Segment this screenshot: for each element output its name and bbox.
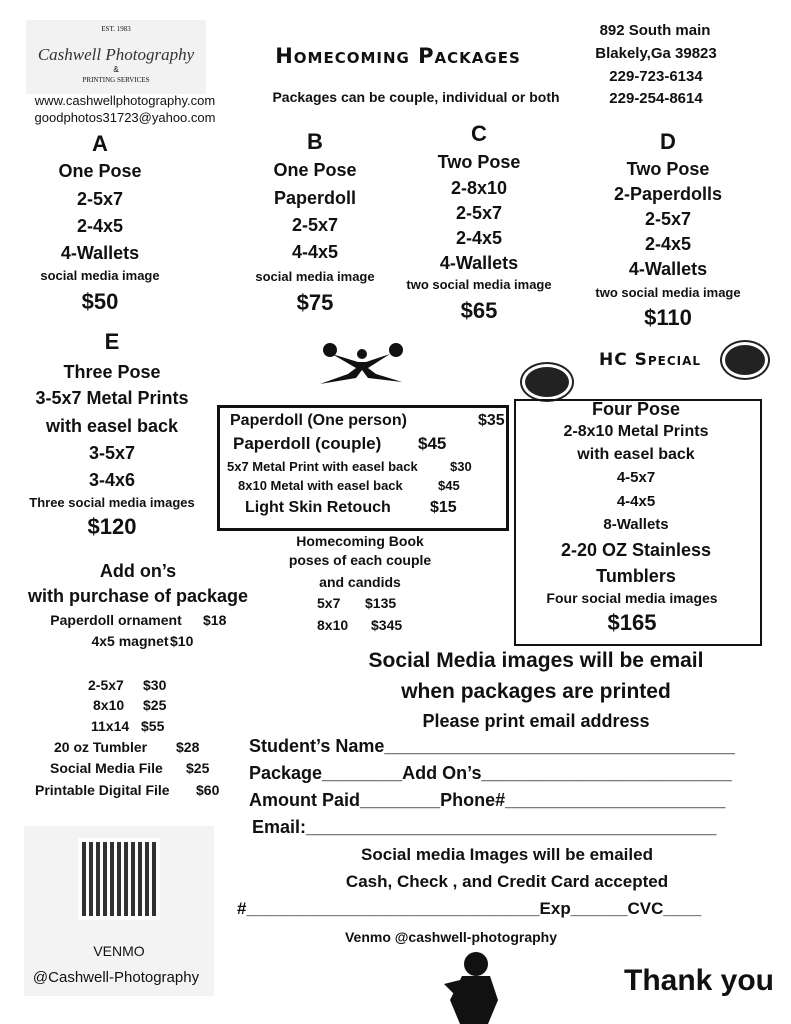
extra-item-label: Paperdoll (One person) <box>230 412 407 429</box>
extra-item-label: 8x10 Metal with easel back <box>238 478 403 493</box>
addon-price: $10 <box>170 633 194 649</box>
hc-special-price: $165 <box>607 610 657 635</box>
package-a-letter: A <box>92 131 108 156</box>
print-price: $55 <box>141 718 165 734</box>
package-e-item: Three Pose <box>63 362 161 382</box>
print-label: Social Media File <box>50 760 163 776</box>
package-b-letter: B <box>307 129 323 154</box>
homecoming-book-line: poses of each couple <box>288 552 432 568</box>
football-icon <box>722 342 768 378</box>
extra-item-label: Light Skin Retouch <box>245 499 391 516</box>
package-a-item: 4-Wallets <box>60 243 140 263</box>
package-e-letter: E <box>104 329 120 354</box>
homecoming-book-line: Homecoming Book <box>296 533 424 549</box>
package-e-social: Three social media images <box>29 495 195 510</box>
extra-item-price: $30 <box>450 459 472 474</box>
package-b-social: social media image <box>255 269 375 284</box>
print-label: 8x10 <box>93 697 125 713</box>
package-d-price: $110 <box>644 305 692 330</box>
package-e-price: $120 <box>87 514 137 539</box>
package-e-item: 3-5x7 Metal Prints <box>35 388 189 408</box>
hc-special-item: Tumblers <box>596 566 676 586</box>
hc-special-social: Four social media images <box>546 590 718 606</box>
card-field[interactable]: #_______________________________Exp______CVC____ <box>237 899 702 918</box>
print-label: 2-5x7 <box>88 677 124 693</box>
package-e-item: 3-4x6 <box>88 470 136 490</box>
package-a-item: 2-4x5 <box>76 216 124 236</box>
amount-phone-field[interactable]: Amount Paid________Phone#______________________ <box>249 790 726 810</box>
package-e-item: with easel back <box>45 416 179 436</box>
extra-item-price: $15 <box>430 499 457 516</box>
hc-special-item: with easel back <box>577 446 695 463</box>
extra-item-price: $45 <box>438 478 460 493</box>
website: www.cashwellphotography.com <box>34 93 216 108</box>
package-d-social: two social media image <box>595 285 741 300</box>
addons-subheading: with purchase of package <box>27 586 249 606</box>
notice-line1: Social Media images will be email <box>368 649 704 672</box>
venmo-handle: @Cashwell-Photography <box>32 969 200 986</box>
notice-line3: Please print email address <box>422 711 650 731</box>
package-c-item: 2-8x10 <box>450 178 508 198</box>
subtitle: Packages can be couple, individual or both <box>272 89 560 105</box>
hc-special-item: 8-Wallets <box>603 516 669 533</box>
venmo-qr-panel <box>24 826 214 996</box>
book-price: $135 <box>365 595 397 611</box>
print-price: $25 <box>186 760 210 776</box>
package-b-price: $75 <box>296 290 334 315</box>
football-icon <box>522 364 572 400</box>
package-d-item: 4-Wallets <box>628 259 708 279</box>
package-a-price: $50 <box>81 289 119 314</box>
package-d-letter: D <box>660 129 676 154</box>
company-logo <box>26 20 206 94</box>
logo-amp: & <box>113 65 119 74</box>
package-d-item: 2-Paperdolls <box>613 184 723 204</box>
print-label: 11x14 <box>91 718 130 734</box>
package-e-item: 3-5x7 <box>88 443 136 463</box>
book-size: 5x7 <box>317 595 341 611</box>
email-field[interactable]: Email:_________________________________________ <box>252 817 717 837</box>
package-a-item: 2-5x7 <box>76 189 124 209</box>
addon-price: $18 <box>203 612 227 628</box>
homecoming-book-line: and candids <box>319 574 401 590</box>
emailed-note: Social media Images will be emailed <box>361 845 653 864</box>
logo-est: EST. 1983 <box>101 25 131 33</box>
venmo-line: Venmo @cashwell-photography <box>344 929 558 945</box>
address-line2: Blakely,Ga 39823 <box>595 45 717 62</box>
qr-code <box>82 842 156 916</box>
book-size: 8x10 <box>317 617 349 633</box>
hc-special-item: Four Pose <box>591 399 681 419</box>
package-c-social: two social media image <box>406 277 552 292</box>
extra-item-label: Paperdoll (couple) <box>233 434 382 453</box>
package-b-item: 2-5x7 <box>291 215 339 235</box>
phone-1: 229-723-6134 <box>609 68 703 85</box>
venmo-label: VENMO <box>93 943 145 959</box>
package-b-item: 4-4x5 <box>291 242 339 262</box>
address-line1: 892 South main <box>599 22 711 39</box>
hc-special-item: 4-4x5 <box>616 493 656 510</box>
package-a-item: One Pose <box>58 161 142 181</box>
football-player-icon <box>440 950 508 1024</box>
logo-services: PRINTING SERVICES <box>82 76 150 84</box>
package-c-item: 4-Wallets <box>439 253 519 273</box>
package-c-item: Two Pose <box>437 152 521 172</box>
package-d-item: 2-5x7 <box>644 209 692 229</box>
payment-note: Cash, Check , and Credit Card accepted <box>345 872 669 891</box>
package-c-letter: C <box>471 121 487 146</box>
package-b-item: One Pose <box>273 160 357 180</box>
package-d-item: 2-4x5 <box>644 234 692 254</box>
package-addons-field[interactable]: Package________Add On’s_________________________ <box>249 763 732 783</box>
package-c-item: 2-4x5 <box>455 228 503 248</box>
page-title: Homecoming Packages <box>275 44 521 68</box>
package-c-item: 2-5x7 <box>455 203 503 223</box>
addon-label: 4x5 magnet <box>91 633 169 649</box>
hc-special-heading: HC Special <box>598 350 702 370</box>
package-b-item: Paperdoll <box>273 188 357 208</box>
print-label: Printable Digital File <box>35 782 170 798</box>
print-price: $28 <box>176 739 200 755</box>
print-price: $60 <box>196 782 220 798</box>
print-price: $30 <box>143 677 167 693</box>
student-name-field[interactable]: Student’s Name___________________________________ <box>249 736 735 756</box>
extra-item-price: $35 <box>478 412 505 429</box>
print-price: $25 <box>143 697 167 713</box>
logo-name: Cashwell Photography <box>37 45 195 64</box>
book-price: $345 <box>371 617 403 633</box>
hc-special-item: 2-20 OZ Stainless <box>560 540 712 560</box>
addon-label: Paperdoll ornament <box>50 612 182 628</box>
notice-line2: when packages are printed <box>401 680 671 703</box>
cheerleader-icon <box>318 340 404 388</box>
extra-item-label: 5x7 Metal Print with easel back <box>227 459 418 474</box>
extra-item-price: $45 <box>418 434 447 453</box>
email-address: goodphotos31723@yahoo.com <box>34 110 216 125</box>
package-c-price: $65 <box>460 298 498 323</box>
package-d-item: Two Pose <box>626 159 710 179</box>
print-label: 20 oz Tumbler <box>54 739 148 755</box>
addons-heading: Add on’s <box>99 561 177 581</box>
package-a-social: social media image <box>40 268 160 283</box>
phone-2: 229-254-8614 <box>609 90 703 107</box>
hc-special-item: 2-8x10 Metal Prints <box>563 423 709 440</box>
hc-special-item: 4-5x7 <box>616 469 656 486</box>
thank-you: Thank you <box>623 964 775 997</box>
